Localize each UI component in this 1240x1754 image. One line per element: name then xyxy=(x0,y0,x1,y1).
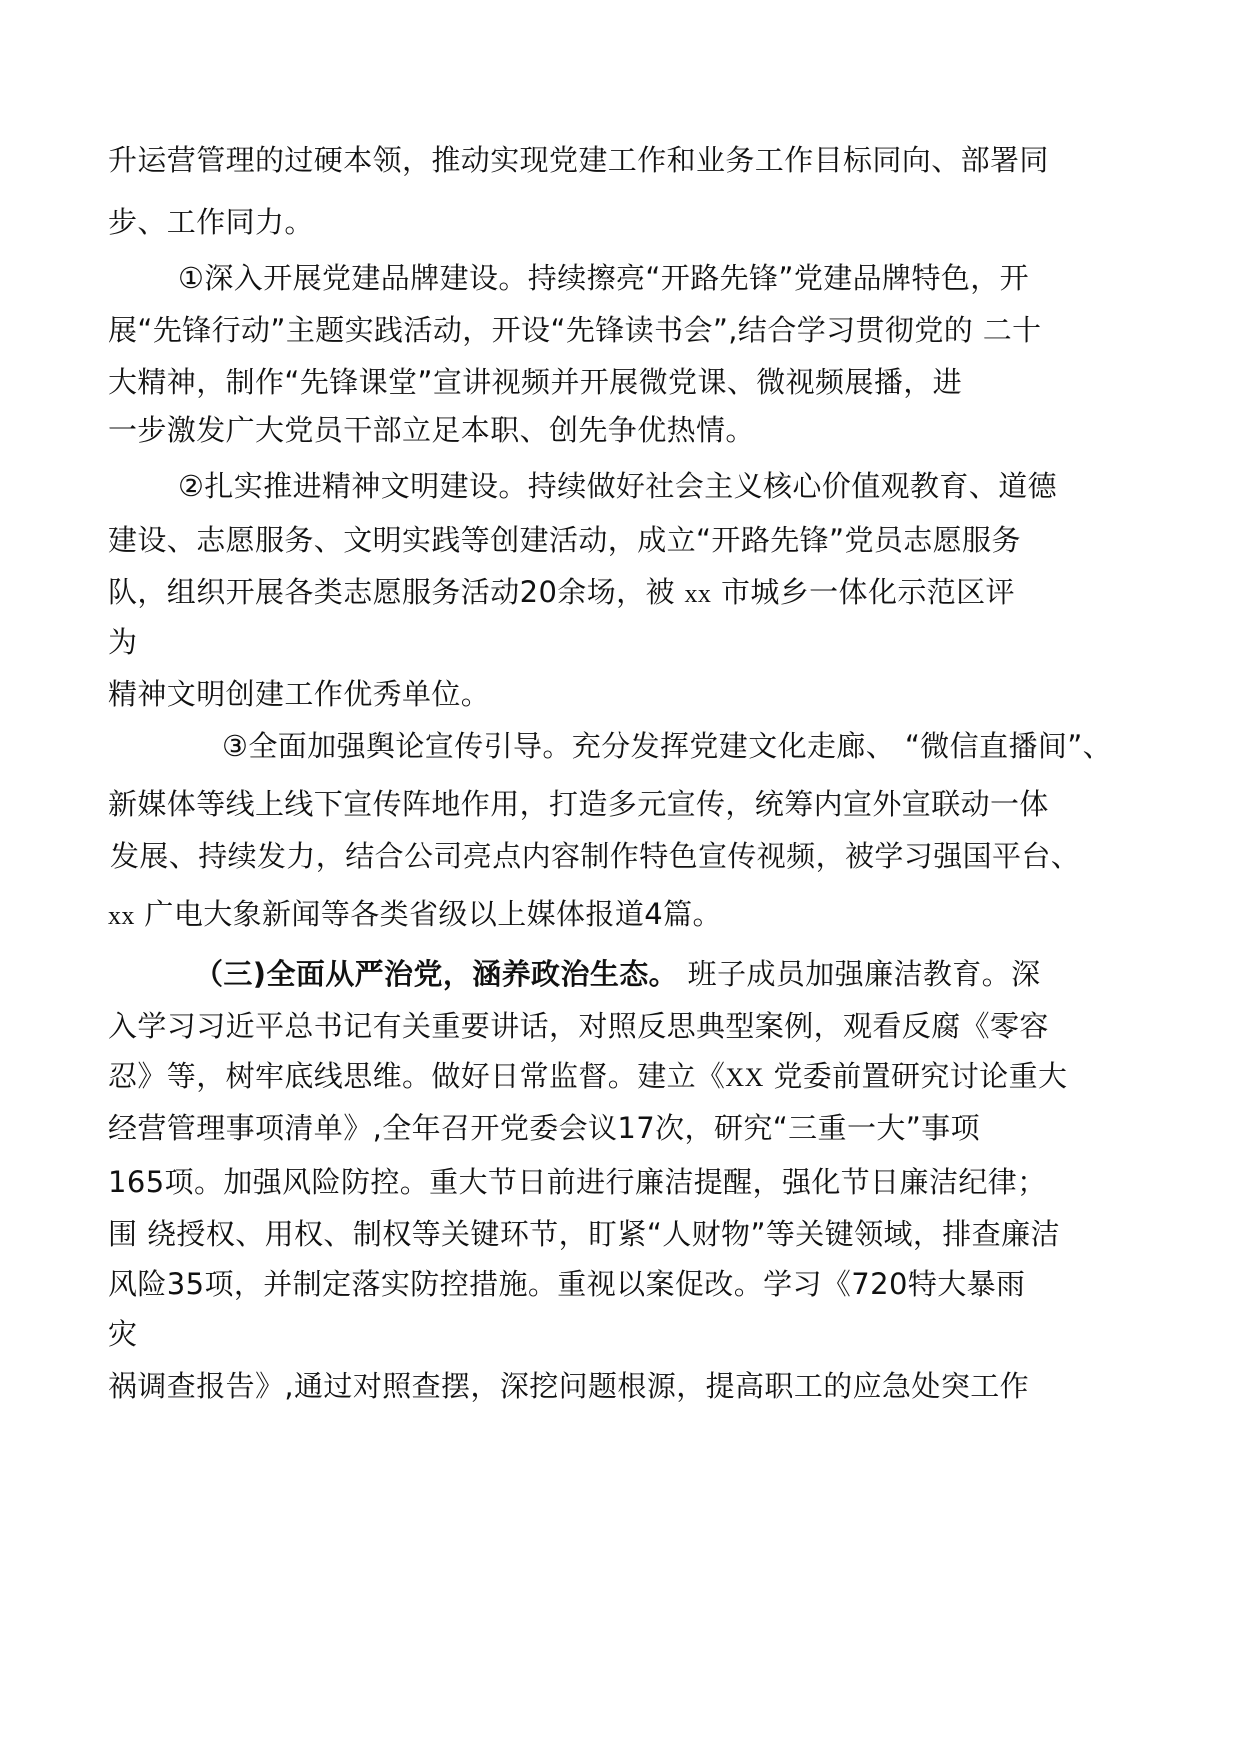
section-heading-line xyxy=(194,954,1040,994)
text-line: 建设、志愿服务、文明实践等创建活动，成立“开路先锋”党员志愿服务 xyxy=(108,523,1021,557)
text-line: 精神文明创建工作优秀单位。 xyxy=(108,677,491,711)
text-line: 新媒体等线上线下宣传阵地作用，打造多元宣传，统筹内宣外宣联动一体 xyxy=(108,787,1049,821)
text-line xyxy=(108,894,722,936)
text-line xyxy=(108,1056,1067,1098)
text-line: 经营管理事项清单》,全年召开党委会议17次，研究“三重一大”事项 xyxy=(108,1111,980,1145)
text-line xyxy=(108,572,1015,614)
text-line: 大精神，制作“先锋课堂”宣讲视频并开展微党课、微视频展播，进 xyxy=(108,365,963,399)
text-line: 展“先锋行动”主题实践活动，开设“先锋读书会”,结合学习贯彻党的 二十 xyxy=(108,313,1042,347)
text-segment: 党委前置研究讨论重大 xyxy=(763,1059,1068,1093)
text-line: 为 xyxy=(108,625,138,659)
text-line: 一步激发广大党员干部立足本职、创先争优热情。 xyxy=(108,413,755,447)
text-line: 祸调查报告》,通过对照查摆，深挖问题根源，提高职工的应急处突工作 xyxy=(108,1369,1030,1403)
redacted-name: XX xyxy=(725,1063,764,1092)
text-line: 发展、持续发力，结合公司亮点内容制作特色宣传视频，被学习强国平台、 xyxy=(110,839,1081,873)
text-segment: 忍》等，树牢底线思维。做好日常监督。建立《 xyxy=(108,1059,726,1093)
section-heading: （三)全面从严治党，涵养政治生态。 xyxy=(194,957,679,991)
paragraph-item-2: ②扎实推进精神文明建设。持续做好社会主义核心价值观教育、道德 xyxy=(178,469,1057,503)
text-segment: 班子成员加强廉洁教育。深 xyxy=(678,957,1041,991)
text-line: 升运营管理的过硬本领，推动实现党建工作和业务工作目标同向、部署同 xyxy=(108,143,1049,177)
text-line: 风险35项，并制定落实防控措施。重视以案促改。学习《720特大暴雨 xyxy=(108,1267,1026,1301)
text-line: 灾 xyxy=(108,1317,138,1351)
text-segment: 市城乡一体化示范区评 xyxy=(711,575,1015,609)
text-line: 165项。加强风险防控。重大节日前进行廉洁提醒，强化节日廉洁纪律； xyxy=(108,1165,1047,1199)
text-line: 围 绕授权、用权、制权等关键环节，盯紧“人财物”等关键领域，排查廉洁 xyxy=(108,1217,1060,1251)
paragraph-item-3: ③全面加强舆论宣传引导。充分发挥党建文化走廊、 “微信直播间”、 xyxy=(222,729,1113,763)
redacted-name: xx xyxy=(684,579,712,608)
text-line: 步、工作同力。 xyxy=(108,205,314,239)
text-line: 入学习习近平总书记有关重要讲话，对照反思典型案例，观看反腐《零容 xyxy=(108,1009,1049,1043)
text-segment: 队，组织开展各类志愿服务活动20余场，被 xyxy=(108,575,685,609)
paragraph-item-1: ①深入开展党建品牌建设。持续擦亮“开路先锋”党建品牌特色，开 xyxy=(178,261,1030,295)
text-segment: 广电大象新闻等各类省级以上媒体报道4篇。 xyxy=(134,897,722,931)
redacted-name: xx xyxy=(108,901,135,930)
